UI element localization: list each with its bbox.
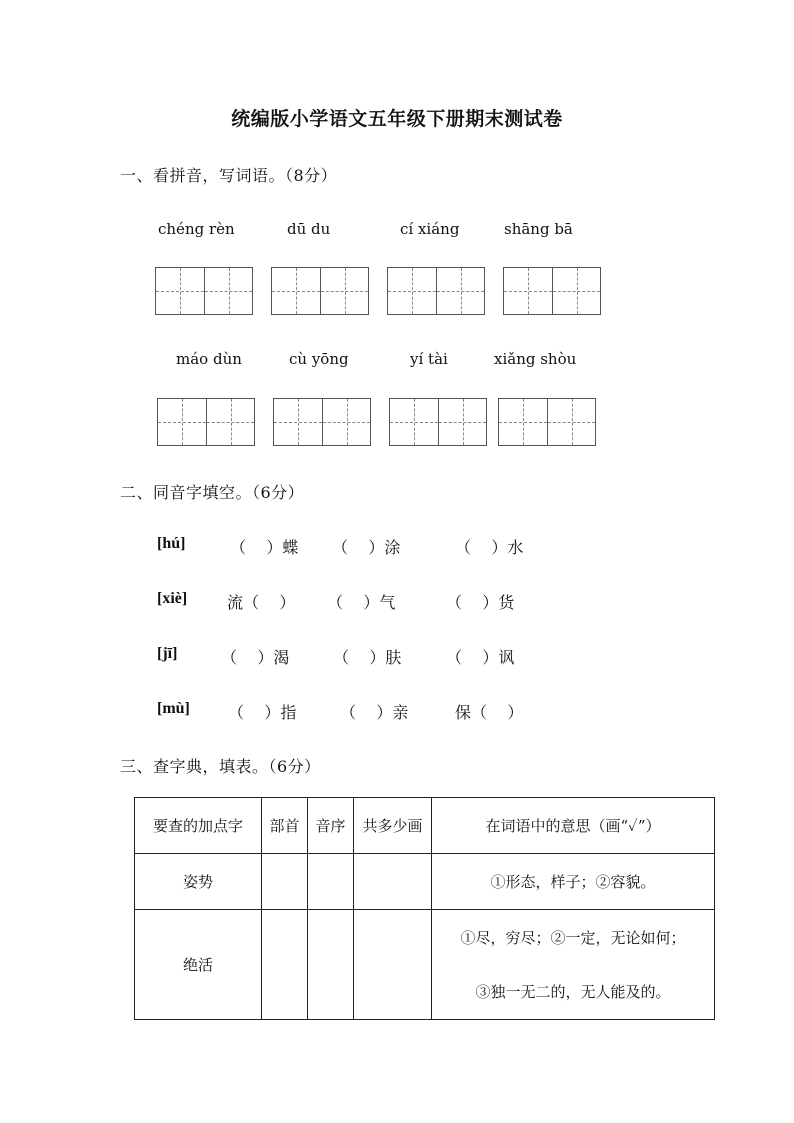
- pinyin-8: xiǎng shòu: [494, 350, 577, 368]
- homophone-blank[interactable]: （ ）指: [228, 703, 297, 722]
- meaning-line: ③独一无二的，无人能及的。: [475, 982, 671, 1001]
- pinyin-7: yí tài: [410, 350, 448, 368]
- homophone-pinyin-1: [hú]: [157, 535, 186, 552]
- header-meaning: 在词语中的意思（画“✓”）: [432, 798, 715, 854]
- homophone-blank[interactable]: （ ）讽: [446, 648, 515, 667]
- homophone-blank[interactable]: （ ）货: [446, 593, 515, 612]
- initial-cell[interactable]: [308, 910, 354, 1020]
- homophone-blank[interactable]: （ ）水: [455, 538, 524, 557]
- table-row: [135, 854, 715, 910]
- table-header-row: [135, 798, 715, 854]
- homophone-blank[interactable]: 保（ ）: [455, 703, 524, 722]
- homophone-blank[interactable]: （ ）蝶: [230, 538, 299, 557]
- writing-grid-8[interactable]: [498, 398, 596, 446]
- homophone-pinyin-2: [xiè]: [157, 590, 188, 607]
- homophone-blank[interactable]: 流（ ）: [227, 593, 296, 612]
- pinyin-5: máo dùn: [176, 350, 242, 368]
- pinyin-1: chéng rèn: [158, 220, 235, 238]
- pinyin-4: shāng bā: [504, 220, 573, 238]
- writing-grid-5[interactable]: [157, 398, 255, 446]
- table-row: [135, 910, 715, 1020]
- writing-grid-2[interactable]: [271, 267, 369, 315]
- homophone-blank[interactable]: （ ）气: [327, 593, 396, 612]
- pinyin-2: dū du: [287, 220, 331, 238]
- homophone-blank[interactable]: （ ）亲: [340, 703, 409, 722]
- radical-cell[interactable]: [262, 854, 308, 910]
- meaning-line: ①尽，穷尽；②一定，无论如何；: [460, 928, 686, 947]
- writing-grid-4[interactable]: [503, 267, 601, 315]
- header-word: 要查的加点字: [135, 798, 262, 854]
- writing-grid-7[interactable]: [389, 398, 487, 446]
- stroke-count-cell[interactable]: [354, 910, 432, 1020]
- homophone-blank[interactable]: （ ）涂: [332, 538, 401, 557]
- initial-cell[interactable]: [308, 854, 354, 910]
- page-title: 统编版小学语文五年级下册期末测试卷: [231, 108, 563, 130]
- section-3-heading: 三、查字典，填表。（6分）: [120, 757, 321, 776]
- header-radical: 部首: [262, 798, 308, 854]
- pinyin-3: cí xiáng: [400, 220, 460, 238]
- homophone-blank[interactable]: （ ）渴: [221, 648, 290, 667]
- word-cell: 姿势: [135, 854, 262, 910]
- section-2-heading: 二、同音字填空。（6分）: [120, 483, 305, 502]
- writing-grid-6[interactable]: [273, 398, 371, 446]
- header-stroke-count: 共多少画: [354, 798, 432, 854]
- radical-cell[interactable]: [262, 910, 308, 1020]
- writing-grid-3[interactable]: [387, 267, 485, 315]
- word-cell: 绝活: [135, 910, 262, 1020]
- stroke-count-cell[interactable]: [354, 854, 432, 910]
- dictionary-table: [134, 797, 715, 1020]
- meaning-line: ①形态，样子；②容貌。: [490, 873, 656, 891]
- writing-grid-1[interactable]: [155, 267, 253, 315]
- header-initial: 音序: [308, 798, 354, 854]
- homophone-blank[interactable]: （ ）肤: [333, 648, 402, 667]
- homophone-pinyin-4: [mù]: [157, 700, 190, 717]
- meaning-cell[interactable]: [432, 910, 715, 1020]
- pinyin-6: cù yōng: [289, 350, 349, 368]
- homophone-pinyin-3: [jī]: [157, 645, 178, 662]
- section-1-heading: 一、看拼音，写词语。（8分）: [120, 166, 338, 185]
- meaning-cell[interactable]: [432, 854, 715, 910]
